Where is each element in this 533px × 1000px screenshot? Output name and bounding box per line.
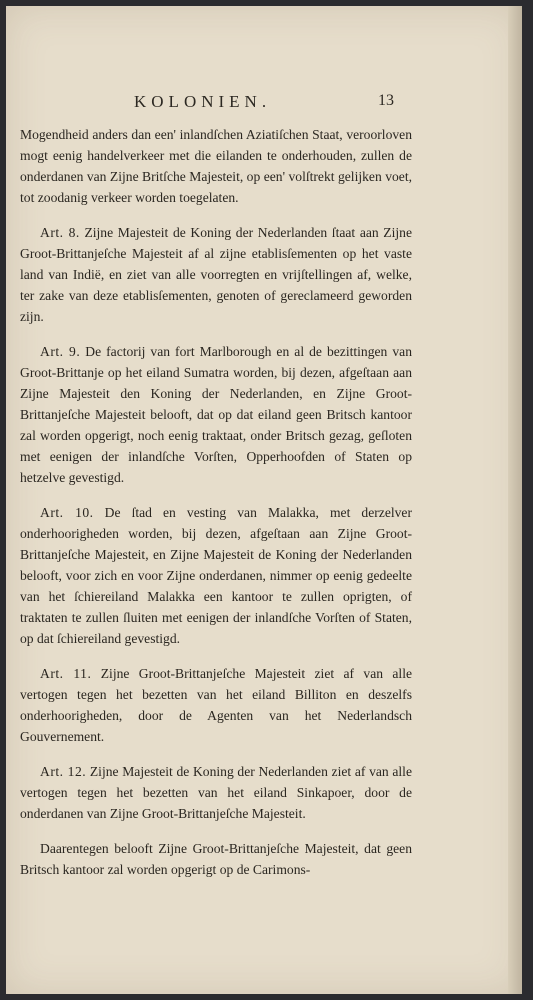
article-number: Art. 8. <box>40 225 80 240</box>
paragraph-text: Zijne Groot-Brittanjeſche Majesteit ziet af van alle vertogen tegen het bezetten van het eiland Billiton en deszelfs onderhoorigheden, door de Agenten van het Nederlandsch Gouvernement. <box>20 666 413 744</box>
article-10 <box>20 502 412 649</box>
article-number: Art. 10. <box>40 505 94 520</box>
article-number: Art. 12. <box>40 764 87 779</box>
page-edge <box>508 6 522 994</box>
paragraph-text: Daarentegen belooft Zijne Groot-Brittanjeſche Majesteit, dat geen Britsch kantoor zal worden opgerigt op de Carimons- <box>20 841 412 877</box>
running-title: KOLONIEN. <box>134 92 272 111</box>
running-head <box>6 92 522 114</box>
paragraph-text: Mogendheid anders dan een' inlandſchen Aziatiſchen Staat, veroorloven mogt eenig handelverkeer met die eilanden te onderhouden, zullen de onderdanen van Zijne Britſche Majesteit, op een' volſtrekt gelijken voet, tot zoodanig verkeer worden toegelaten. <box>20 127 412 205</box>
paragraph-text: Zijne Majesteit de Koning der Nederlanden ziet af van alle vertogen tegen het bezetten van het eiland Sinkapoer, door de onderdanen van Zijne Groot-Brittanjeſche Majesteit. <box>20 764 412 821</box>
article-11 <box>20 663 412 747</box>
book-page <box>6 6 522 994</box>
article-8 <box>20 222 412 327</box>
paragraph-text: Zijne Majesteit de Koning der Nederlanden ſtaat aan Zijne Groot-Brittanjeſche Majesteit af al zijne etablisſementen op het vaste land van Indië, en ziet van alle voorregten en vrijſtellingen af, welke, ter zake van deze etablisſementen, genoten of gereclameerd geworden zijn. <box>20 225 412 324</box>
paragraph-text: De factorij van fort Marlborough en al de bezittingen van Groot-Brittanje op het eiland Sumatra worden, bij dezen, afgeſtaan aan Zijne Majesteit den Koning der Nederlanden, en Zijne Groot-Brittanjeſche Majesteit belooft, dat op dat eiland geen Britsch kantoor zal worden opgerigt, noch eenig traktaat, onder Britsch gezag, geſloten met eenigen der inlandſche Vorſten, Opperhoofden of Staten op hetzelve gevestigd. <box>20 344 412 485</box>
article-number: Art. 11. <box>40 666 92 681</box>
paragraph-text: De ſtad en vesting van Malakka, met derzelver onderhoorigheden worden, bij dezen, afgeſtaan aan Zijne Groot-Brittanjeſche Majesteit, en Zijne Majesteit de Koning der Nederlanden belooft, voor zich en voor Zijne onderdanen, nimmer op eenig gedeelte van het ſchiereiland Malakka een kantoor te zullen oprigten, of traktaten te zullen ſluiten met eenigen der inlandſche Vorſten of Staten, op dat ſchiereiland gevestigd. <box>20 505 412 646</box>
article-number: Art. 9. <box>40 344 81 359</box>
paragraph-final <box>20 838 412 880</box>
page-number: 13 <box>378 92 394 109</box>
article-9 <box>20 341 412 488</box>
paragraph-continuation <box>20 124 412 208</box>
body-text <box>20 124 412 894</box>
article-12 <box>20 761 412 824</box>
